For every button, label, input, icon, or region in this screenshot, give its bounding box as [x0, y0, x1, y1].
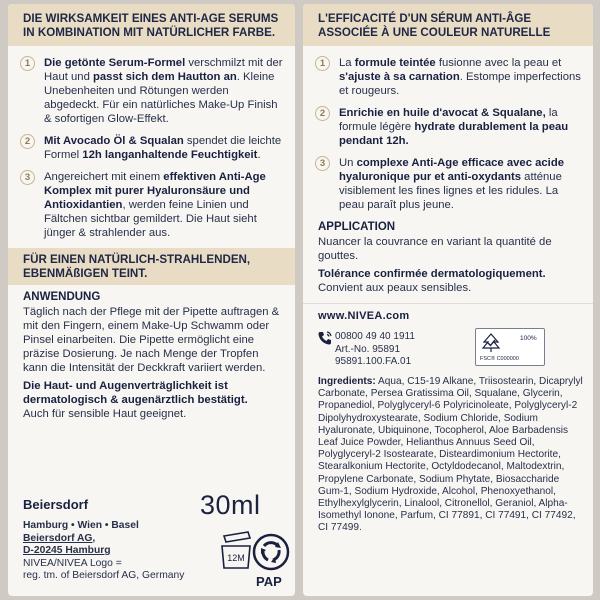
- german-step-2-text: Mit Avocado Öl & Squalan spendet die leichte Formel 12h langanhaltende Feuchtigkeit.: [44, 135, 282, 161]
- german-label-panel: [8, 4, 295, 596]
- company-cities: Hamburg • Wien • Basel: [23, 520, 139, 531]
- fsc-tree-check-icon: [480, 332, 502, 354]
- contact-row: [303, 328, 593, 370]
- german-header: DIE WIRKSAMKEIT EINES ANTI-AGE SERUMS IN KOMBINATION MIT NATÜRLICHER FARBE.: [8, 4, 295, 46]
- trademark-line-2: reg. tm. of Beiersdorf AG, Germany: [23, 570, 185, 581]
- batch-number: 95891.100.FA.01: [335, 356, 412, 367]
- website-url: www.NIVEA.com: [318, 310, 410, 322]
- french-step-1: [315, 56, 583, 98]
- french-step-2-text: Enrichie en huile d'avocat & Squalane, la formule légère hydrate durablement la peau pendant 12h.: [339, 107, 569, 147]
- german-step-1-text: Die getönte Serum-Formel verschmilzt mit der Haut und passt sich dem Hautton an. Kleine Unebenheiten und Rötungen werden abgedeckt. Für ein natürliches Make-Up Finish & sofortigen Glow-Effekt.: [44, 57, 283, 125]
- french-application-section: [303, 220, 593, 295]
- phone-number: 00800 49 40 1911: [335, 331, 415, 342]
- french-step-3: [315, 156, 583, 212]
- french-application-text: Nuancer la couvrance en variant la quantité de gouttes.: [318, 236, 552, 262]
- divider: [303, 303, 593, 304]
- french-label-panel: [303, 4, 593, 596]
- step-number-badge: 3: [315, 156, 330, 171]
- brand-name: Beiersdorf: [23, 497, 89, 512]
- french-step-1-text: La formule teintée fusionne avec la peau et s'ajuste à sa carnation. Estompe imperfections et rougeurs.: [339, 57, 581, 97]
- german-suitable-text: Auch für sensible Haut geeignet.: [23, 408, 187, 420]
- german-application-section: [8, 290, 295, 421]
- french-step-2: [315, 106, 583, 148]
- french-steps: [303, 46, 593, 212]
- step-number-badge: 2: [20, 134, 35, 149]
- step-number-badge: 1: [20, 56, 35, 71]
- fsc-percentage: 100%: [520, 335, 537, 342]
- volume-label: 30ml: [200, 490, 261, 520]
- german-application-heading: ANWENDUNG: [23, 291, 101, 303]
- german-footer: [8, 490, 295, 596]
- german-step-1: [20, 56, 285, 126]
- german-steps: [8, 46, 295, 240]
- german-step-3: [20, 170, 285, 240]
- french-suitable-text: Convient aux peaux sensibles.: [318, 282, 472, 294]
- german-application-text: Täglich nach der Pflege mit der Pipette auftragen & mit den Fingern, einem Make-Up Schwamm oder Pinsel einarbeiten. Die Pipette ermöglicht eine präzise Dosierung. Je nach Menge der Tropfen kann die Intensität der Deckkraft variiert werden.: [23, 306, 280, 374]
- trademark-line-1: NIVEA/NIVEA Logo =: [23, 557, 122, 569]
- german-tolerance-text: Die Haut- und Augenverträglichkeit ist dermatologisch & augenärztlich bestätigt.: [23, 380, 248, 406]
- recycling-pap-icon: [252, 532, 290, 572]
- pap-label: PAP: [256, 574, 282, 589]
- ingredients-label: Ingredients:: [318, 376, 376, 387]
- german-step-2: [20, 134, 285, 162]
- ingredients-text: Aqua, C15-19 Alkane, Triisostearin, Dicaprylyl Carbonate, Persea Gratissima Oil, Squalane, Glycerin, Propanediol, Polyglyceryl-6 Polyricinoleate, Polyglyceryl-2 Dipolyhydroxystearate, Sodium Chloride, Sodium Hyaluronate, Ubiquinone, Tocopherol, Aloe Barbadensis Leaf Juice Powder, Helianthus Annuus Seed Oil, Polyglyceryl-2 Isostearate, Disteardimonium Hectorite, Stearalkonium Hectorite, Octyldodecanol, Maltodextrin, Propylene Carbonate, Sodium Phytate, Biosaccharide Gum-1, Sodium Hydroxide, Alcohol, Phenoxyethanol, Ethylhexylglycerin, Linalool, Citronellol, Geraniol, Alpha-Isomethyl Ionone, Parfum, CI 77891, CI 77491, CI 77492, CI 77499.: [318, 376, 583, 534]
- phone-icon: [317, 330, 333, 346]
- french-step-3-text: Un complexe Anti-Age efficace avec acide hyaluronique pur et anti-oxydants atténue visiblement les fines lignes et les ridules. La peau paraît plus jeune.: [339, 157, 565, 211]
- company-postal: D-20245 Hamburg: [23, 545, 111, 556]
- step-number-badge: 1: [315, 56, 330, 71]
- article-number: Art.-No. 95891: [335, 343, 401, 355]
- contact-info: [335, 331, 415, 369]
- step-number-badge: 2: [315, 106, 330, 121]
- french-tolerance-text: Tolérance confirmée dermatologiquement.: [318, 268, 546, 280]
- ingredients-list: [303, 376, 593, 535]
- open-jar-pao-icon: [216, 528, 256, 572]
- french-header: L'EFFICACITÉ D'UN SÉRUM ANTI-ÂGE ASSOCIÉE À UNE COULEUR NATURELLE: [303, 4, 593, 46]
- pao-label: 12M: [227, 553, 245, 563]
- company-name: Beiersdorf AG,: [23, 532, 96, 544]
- german-subheader: FÜR EINEN NATÜRLICH-STRAHLENDEN, EBENMÄßIGEN TEINT.: [8, 248, 295, 285]
- french-application-heading: APPLICATION: [318, 221, 396, 233]
- step-number-badge: 3: [20, 170, 35, 185]
- german-step-3-text: Angereichert mit einem effektiven Anti-Age Komplex mit purer Hyaluronsäure und Antioxidantien, werden feine Linien und Fältchen sichtbar gemildert. Die Haut sieht jünger & strahlender aus.: [44, 171, 266, 239]
- fsc-certification-box: [475, 328, 545, 366]
- fsc-license: FSC® C000000: [480, 356, 519, 362]
